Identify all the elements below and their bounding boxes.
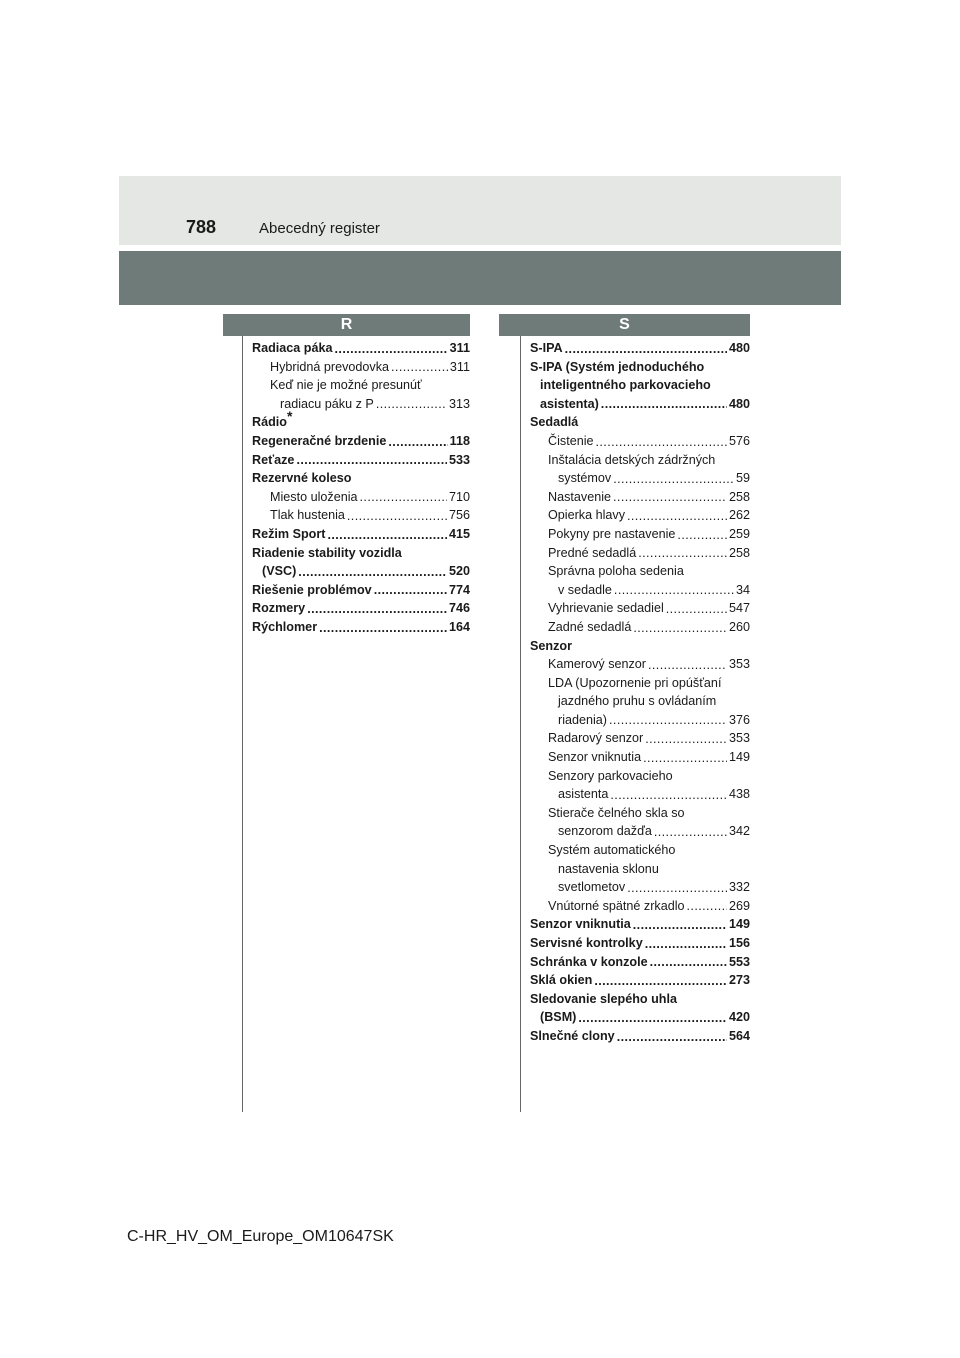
- entry-page-number: 269: [728, 898, 750, 913]
- index-entry: [252, 599, 470, 618]
- entry-text: Čistenie: [548, 433, 594, 448]
- entry-page-number: 311: [449, 359, 470, 374]
- entry-label: [548, 897, 685, 916]
- entry-label: [558, 581, 612, 600]
- entry-label: [252, 469, 351, 488]
- entry-page-number: 376: [728, 712, 750, 727]
- entry-text: Sklá okien: [530, 973, 593, 988]
- entry-text: Pokyny pre nastavenie: [548, 526, 676, 541]
- dot-leader: [347, 510, 447, 522]
- entry-label: [540, 1008, 576, 1027]
- dot-leader: [638, 547, 727, 559]
- entry-label: [540, 376, 711, 395]
- index-entry: [252, 469, 470, 488]
- dot-leader: [578, 1012, 727, 1024]
- dot-leader: [677, 529, 727, 541]
- entry-page-number: 260: [728, 619, 750, 634]
- entry-text: jazdného pruhu s ovládaním: [558, 694, 717, 709]
- entry-text: nastavenia sklonu: [558, 861, 659, 876]
- entry-label: [548, 767, 673, 786]
- entry-text: Vyhrievanie sedadiel: [548, 601, 664, 616]
- entry-label: [558, 711, 607, 730]
- index-entry: [530, 915, 750, 934]
- index-entry: [252, 562, 470, 581]
- entry-label: [558, 878, 625, 897]
- index-entry: [530, 637, 750, 656]
- entry-label: [280, 395, 374, 414]
- entry-text: Riadenie stability vozidla: [252, 545, 402, 560]
- entry-label: [262, 562, 296, 581]
- dot-leader: [687, 900, 727, 912]
- entry-label: [530, 339, 563, 358]
- index-column-r: [252, 339, 470, 637]
- index-entry: [530, 432, 750, 451]
- entry-text: Miesto uloženia: [270, 489, 358, 504]
- index-entry: [530, 767, 750, 786]
- entry-label: [530, 990, 677, 1009]
- entry-label: [530, 971, 592, 990]
- entry-text: Keď nie je možné presunúť: [270, 378, 422, 393]
- index-entry: [530, 469, 750, 488]
- index-entry: [530, 822, 750, 841]
- entry-page-number: 313: [448, 396, 470, 411]
- entry-label: [548, 655, 646, 674]
- dot-leader: [650, 956, 727, 968]
- entry-label: [530, 934, 643, 953]
- header-band: [119, 176, 841, 245]
- index-entry: [530, 339, 750, 358]
- entry-text: radiacu páku z P: [280, 396, 374, 411]
- index-entry: [530, 413, 750, 432]
- column-divider-s: [520, 336, 521, 1112]
- entry-label: [530, 358, 704, 377]
- entry-page-number: 520: [448, 564, 470, 579]
- entry-label: [548, 488, 611, 507]
- index-entry: [530, 618, 750, 637]
- dot-leader: [601, 398, 727, 410]
- entry-text: Slnečné clony: [530, 1028, 615, 1043]
- entry-text: LDA (Upozornenie pri opúšťaní: [548, 675, 722, 690]
- entry-text: asistenta: [558, 787, 609, 802]
- entry-label: [530, 915, 631, 934]
- entry-page-number: 438: [728, 787, 750, 802]
- dot-leader: [627, 882, 727, 894]
- index-entry: [530, 488, 750, 507]
- header-dark-band: [119, 251, 841, 305]
- entry-text: asistenta): [540, 396, 599, 411]
- entry-text: systémov: [558, 471, 612, 486]
- index-entry: [530, 1008, 750, 1027]
- entry-page-number: 164: [448, 619, 470, 634]
- entry-label: [548, 599, 664, 618]
- entry-text: Rezervné koleso: [252, 471, 352, 486]
- entry-page-number: 149: [728, 917, 750, 932]
- dot-leader: [613, 491, 727, 503]
- entry-page-number: 353: [728, 731, 750, 746]
- entry-label: [548, 674, 721, 693]
- entry-page-number: 259: [728, 526, 750, 541]
- index-entry: [530, 376, 750, 395]
- dot-leader: [645, 733, 727, 745]
- dot-leader: [610, 789, 727, 801]
- entry-label: [558, 469, 611, 488]
- index-entry: [530, 506, 750, 525]
- dot-leader: [565, 343, 727, 355]
- dot-leader: [613, 473, 734, 485]
- letter-header-r: R: [223, 314, 470, 336]
- entry-label: [252, 581, 372, 600]
- entry-text: Inštalácia detských zádržných: [548, 452, 716, 467]
- entry-text: Rozmery: [252, 601, 306, 616]
- entry-label: [548, 432, 594, 451]
- entry-page-number: 415: [448, 526, 470, 541]
- index-entry: [530, 451, 750, 470]
- entry-label: [548, 804, 685, 823]
- entry-label: [252, 544, 402, 563]
- index-entry: [530, 990, 750, 1009]
- entry-label: [252, 618, 317, 637]
- entry-label: [252, 432, 386, 451]
- entry-label: [548, 451, 715, 470]
- entry-text: Regeneračné brzdenie: [252, 433, 387, 448]
- entry-page-number: 564: [728, 1028, 750, 1043]
- entry-text: Zadné sedadlá: [548, 619, 632, 634]
- entry-text: Senzor: [530, 638, 572, 653]
- dot-leader: [614, 584, 734, 596]
- column-divider-r: [242, 336, 243, 1112]
- entry-text: Správna poloha sedenia: [548, 564, 684, 579]
- dot-leader: [633, 919, 727, 931]
- entry-page-number: 311: [449, 341, 470, 355]
- index-entry: [252, 432, 470, 451]
- entry-label: [270, 506, 345, 525]
- entry-label: [548, 618, 631, 637]
- dot-leader: [645, 938, 727, 950]
- entry-text: senzorom dažďa: [558, 824, 652, 839]
- index-entry: [252, 618, 470, 637]
- entry-label: [252, 451, 294, 470]
- entry-label: [530, 637, 572, 656]
- index-entry: [252, 376, 470, 395]
- entry-page-number: 746: [448, 601, 470, 616]
- section-title: Abecedný register: [259, 220, 380, 237]
- index-entry: [530, 562, 750, 581]
- dot-leader: [633, 622, 727, 634]
- entry-text: Hybridná prevodovka: [270, 359, 390, 374]
- entry-text: Radarový senzor: [548, 731, 644, 746]
- entry-label: [252, 408, 293, 432]
- index-entry: [530, 729, 750, 748]
- dot-leader: [388, 436, 447, 448]
- entry-page-number: 353: [728, 657, 750, 672]
- entry-text: Senzor vniknutia: [548, 750, 642, 765]
- entry-text: Stierače čelného skla so: [548, 805, 685, 820]
- entry-text: (VSC): [262, 564, 297, 579]
- dot-leader: [335, 343, 448, 355]
- dot-leader: [391, 361, 448, 373]
- index-entry: [252, 408, 470, 432]
- dot-leader: [596, 436, 727, 448]
- index-entry: [530, 1027, 750, 1046]
- entry-text: (BSM): [540, 1010, 577, 1025]
- entry-label: [252, 339, 333, 358]
- dot-leader: [376, 398, 447, 410]
- dot-leader: [594, 975, 727, 987]
- index-entry: [530, 971, 750, 990]
- entry-text: Sledovanie slepého uhla: [530, 991, 677, 1006]
- footnote-marker: *: [286, 408, 293, 425]
- entry-page-number: 774: [448, 582, 470, 597]
- index-entry: [252, 488, 470, 507]
- dot-leader: [374, 584, 447, 596]
- entry-page-number: 258: [728, 545, 750, 560]
- entry-text: Vnútorné spätné zrkadlo: [548, 898, 685, 913]
- index-entry: [530, 860, 750, 879]
- index-entry: [252, 506, 470, 525]
- entry-label: [558, 692, 716, 711]
- dot-leader: [648, 659, 727, 671]
- entry-label: [270, 376, 422, 395]
- dot-leader: [643, 752, 727, 764]
- entry-label: [548, 525, 675, 544]
- entry-text: Radiaca páka: [252, 341, 333, 355]
- entry-text: Režim Sport: [252, 526, 326, 541]
- entry-text: Senzory parkovacieho: [548, 768, 673, 783]
- entry-text: riadenia): [558, 712, 608, 727]
- entry-page-number: 262: [728, 508, 750, 523]
- entry-page-number: 756: [448, 508, 470, 523]
- entry-label: [530, 413, 578, 432]
- entry-label: [548, 748, 641, 767]
- dot-leader: [617, 1031, 727, 1043]
- index-entry: [252, 451, 470, 470]
- entry-text: Riešenie problémov: [252, 582, 372, 597]
- index-entry: [530, 953, 750, 972]
- index-entry: [252, 525, 470, 544]
- entry-text: inteligentného parkovacieho: [540, 378, 711, 393]
- entry-page-number: 547: [728, 601, 750, 616]
- index-entry: [530, 674, 750, 693]
- letter-header-s: S: [499, 314, 750, 336]
- entry-label: [252, 599, 305, 618]
- index-entry: [530, 544, 750, 563]
- entry-page-number: 480: [728, 341, 750, 355]
- entry-label: [270, 488, 358, 507]
- index-entry: [252, 544, 470, 563]
- entry-label: [270, 358, 389, 377]
- index-entry: [530, 581, 750, 600]
- dot-leader: [307, 603, 447, 615]
- entry-label: [548, 506, 625, 525]
- entry-page-number: 149: [728, 750, 750, 765]
- index-entry: [252, 358, 470, 377]
- entry-page-number: 332: [728, 880, 750, 895]
- index-entry: [530, 785, 750, 804]
- dot-leader: [296, 454, 447, 466]
- entry-text: Kamerový senzor: [548, 657, 646, 672]
- index-entry: [530, 804, 750, 823]
- index-entry: [530, 655, 750, 674]
- dot-leader: [627, 510, 727, 522]
- entry-page-number: 480: [728, 396, 750, 411]
- entry-label: [540, 395, 599, 414]
- entry-page-number: 342: [728, 824, 750, 839]
- index-entry: [530, 692, 750, 711]
- entry-text: Sedadlá: [530, 415, 579, 430]
- entry-page-number: 576: [728, 433, 750, 448]
- entry-text: svetlometov: [558, 880, 626, 895]
- index-entry: [530, 748, 750, 767]
- entry-text: Nastavenie: [548, 489, 612, 504]
- entry-label: [548, 562, 684, 581]
- entry-page-number: 533: [448, 452, 470, 467]
- index-entry: [530, 525, 750, 544]
- index-entry: [530, 878, 750, 897]
- entry-text: Rýchlomer: [252, 619, 318, 634]
- index-entry: [530, 711, 750, 730]
- index-entry: [252, 581, 470, 600]
- entry-page-number: 118: [449, 433, 470, 448]
- page-number: 788: [186, 217, 217, 237]
- entry-label: [548, 544, 636, 563]
- entry-text: S-IPA: [530, 341, 563, 355]
- entry-text: v sedadle: [558, 582, 612, 597]
- entry-page-number: 553: [728, 954, 750, 969]
- entry-label: [252, 525, 325, 544]
- index-entry: [252, 339, 470, 358]
- dot-leader: [360, 491, 447, 503]
- index-entry: [530, 358, 750, 377]
- entry-text: Rádio: [252, 415, 287, 430]
- entry-label: [530, 1027, 615, 1046]
- entry-page-number: 59: [735, 471, 750, 486]
- entry-page-number: 156: [728, 936, 750, 950]
- entry-page-number: 273: [728, 973, 750, 988]
- index-column-s: [530, 339, 750, 1046]
- entry-text: Opierka hlavy: [548, 508, 625, 523]
- index-entry: [530, 897, 750, 916]
- entry-label: [548, 841, 675, 860]
- entry-text: Systém automatického: [548, 843, 676, 858]
- entry-label: [558, 822, 652, 841]
- entry-label: [558, 860, 659, 879]
- entry-text: S-IPA (Systém jednoduchého: [530, 359, 705, 374]
- entry-text: Schránka v konzole: [530, 954, 648, 969]
- entry-text: Predné sedadlá: [548, 545, 637, 560]
- dot-leader: [319, 622, 447, 634]
- entry-text: Reťaze: [252, 452, 295, 467]
- dot-leader: [666, 603, 727, 615]
- document-code: C-HR_HV_OM_Europe_OM10647SK: [127, 1228, 394, 1245]
- entry-label: [558, 785, 608, 804]
- index-entry: [530, 599, 750, 618]
- entry-label: [530, 953, 648, 972]
- entry-page-number: 34: [735, 582, 750, 597]
- entry-label: [548, 729, 643, 748]
- dot-leader: [298, 566, 447, 578]
- index-entry: [530, 841, 750, 860]
- dot-leader: [654, 826, 727, 838]
- entry-text: Senzor vniknutia: [530, 917, 631, 932]
- entry-page-number: 710: [448, 489, 470, 504]
- index-entry: [530, 934, 750, 953]
- entry-text: Servisné kontrolky: [530, 936, 643, 950]
- dot-leader: [609, 714, 727, 726]
- entry-page-number: 420: [728, 1010, 750, 1025]
- entry-page-number: 258: [728, 489, 750, 504]
- entry-text: Tlak hustenia: [270, 508, 345, 523]
- index-entry: [252, 395, 470, 414]
- dot-leader: [327, 529, 447, 541]
- index-entry: [530, 395, 750, 414]
